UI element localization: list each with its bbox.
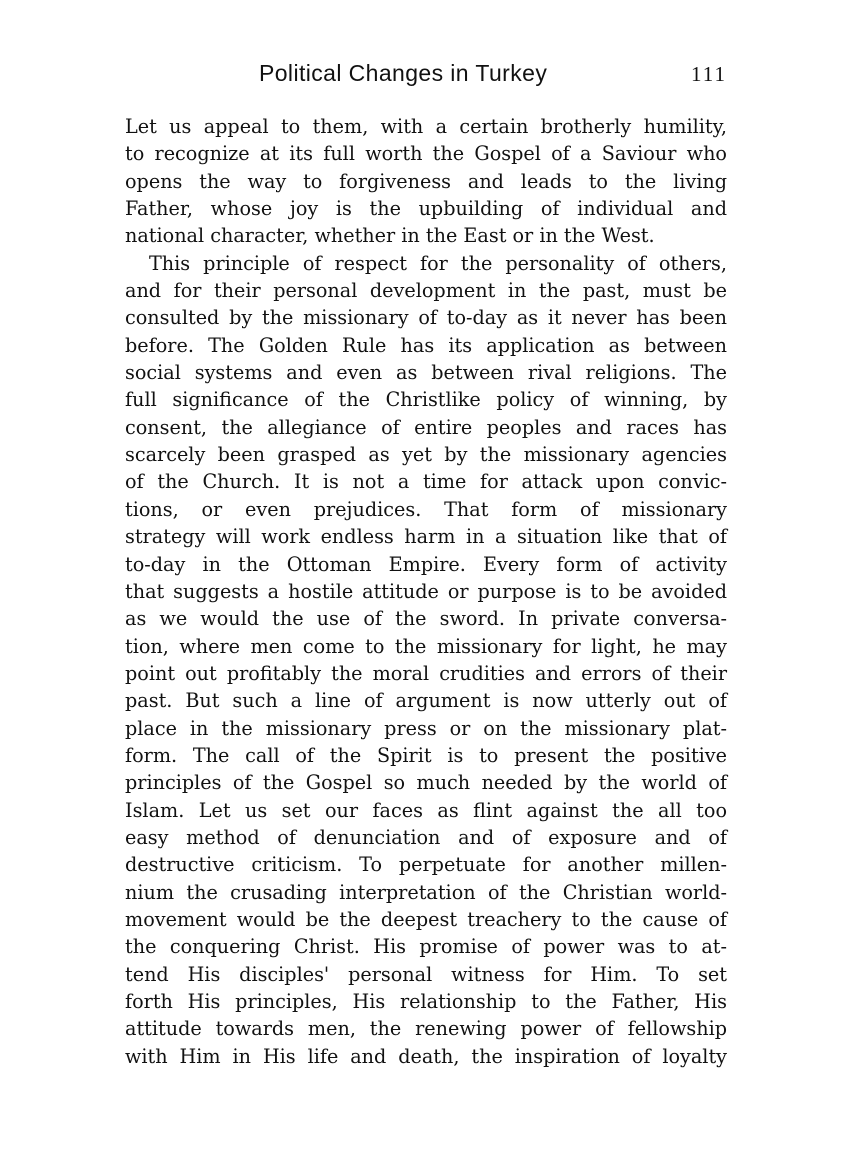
text-line: forth His principles, His relationship to the Father, His <box>125 990 727 1013</box>
text-line: tions, or even prejudices. That form of missionary <box>125 497 727 521</box>
running-head <box>125 60 727 96</box>
text-line: national character, whether in the East or in the West. <box>125 224 655 248</box>
text-line: of the Church. It is not a time for attack upon convic- <box>125 470 727 494</box>
text-line: nium the crusading interpretation of the Christian world- <box>125 880 727 904</box>
text-line: that suggests a hostile attitude or purpose is to be avoided <box>125 579 727 603</box>
text-line: consent, the allegiance of entire peoples and races has <box>125 415 727 439</box>
text-line: tend His disciples' personal witness for Him. To set <box>125 962 727 986</box>
text-line: Father, whose joy is the upbuilding of individual and <box>125 197 727 221</box>
text-line: to-day in the Ottoman Empire. Every form of activity <box>125 552 727 576</box>
text-line: Let us appeal to them, with a certain brotherly humility, <box>125 115 727 138</box>
text-line: with Him in His life and death, the inspiration of loyalty <box>125 1044 727 1068</box>
text-line: to recognize at its full worth the Gospel of a Saviour who <box>125 142 727 166</box>
running-title: Political Changes in Turkey <box>259 60 548 86</box>
text-line: the conquering Christ. His promise of power was to at- <box>125 935 727 959</box>
text-line: form. The call of the Spirit is to present the positive <box>125 743 727 767</box>
text-line: tion, where men come to the missionary for light, he may <box>125 634 727 658</box>
text-line: movement would be the deepest treachery to the cause of <box>125 907 727 931</box>
text-line: full significance of the Christlike policy of winning, by <box>125 388 727 412</box>
text-line: attitude towards men, the renewing power of fellowship <box>125 1017 727 1041</box>
text-line: easy method of denunciation and of exposure and of <box>125 825 727 849</box>
text-line: before. The Golden Rule has its application as between <box>125 333 727 357</box>
text-line: principles of the Gospel so much needed by the world of <box>125 771 727 795</box>
text-line: place in the missionary press or on the missionary plat- <box>125 716 727 740</box>
text-line: point out profitably the moral crudities and errors of their <box>125 661 727 685</box>
text-line: This principle of respect for the personality of others, <box>149 251 727 275</box>
text-line: scarcely been grasped as yet by the missionary agencies <box>125 443 727 467</box>
text-line: past. But such a line of argument is now utterly out of <box>125 689 727 713</box>
text-line: consulted by the missionary of to-day as it never has been <box>125 306 727 330</box>
text-line: Islam. Let us set our faces as flint against the all too <box>125 798 727 822</box>
text-line: destructive criticism. To perpetuate for another millen- <box>125 853 727 877</box>
text-line: strategy will work endless harm in a situation like that of <box>125 525 727 549</box>
text-line: as we would the use of the sword. In private conversa- <box>125 607 727 631</box>
page-number: 111 <box>691 62 727 86</box>
text-line: opens the way to forgiveness and leads to the living <box>125 169 727 193</box>
text-line: and for their personal development in the past, must be <box>125 279 727 303</box>
text-line: social systems and even as between rival religions. The <box>125 361 727 385</box>
body-text <box>125 113 727 1070</box>
